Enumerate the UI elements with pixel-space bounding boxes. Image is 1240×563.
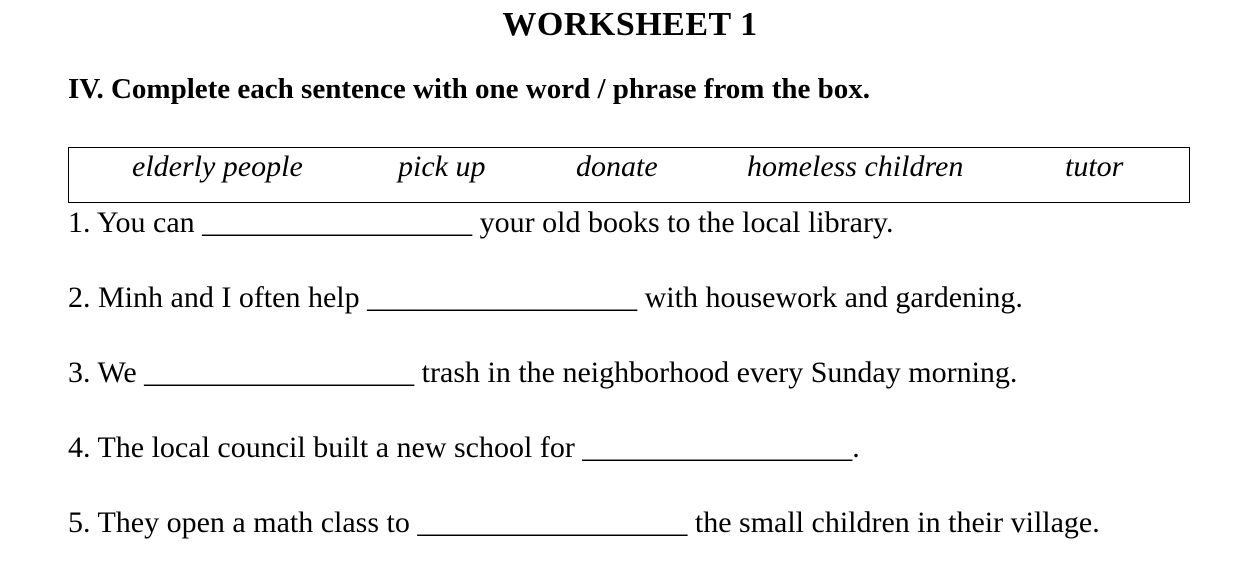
sentence-3: 3. We __________________ trash in the neighborhood every Sunday morning. (68, 356, 1018, 389)
word-bank-item: tutor (1065, 150, 1124, 183)
word-bank-box (68, 147, 1190, 203)
sentence-2: 2. Minh and I often help __________________ with housework and gardening. (68, 281, 1023, 314)
sentence-5: 5. They open a math class to __________________ the small children in their village. (68, 506, 1100, 539)
sentence-1: 1. You can __________________ your old books to the local library. (68, 206, 894, 239)
word-bank-item: elderly people (132, 150, 303, 183)
page-title: WORKSHEET 1 (502, 6, 758, 43)
word-bank-item: donate (576, 150, 658, 183)
word-bank-item: pick up (398, 150, 486, 183)
word-bank-item: homeless children (747, 150, 964, 183)
exercise-instruction: IV. Complete each sentence with one word / phrase from the box. (68, 73, 871, 105)
sentence-4: 4. The local council built a new school for __________________. (68, 431, 860, 464)
